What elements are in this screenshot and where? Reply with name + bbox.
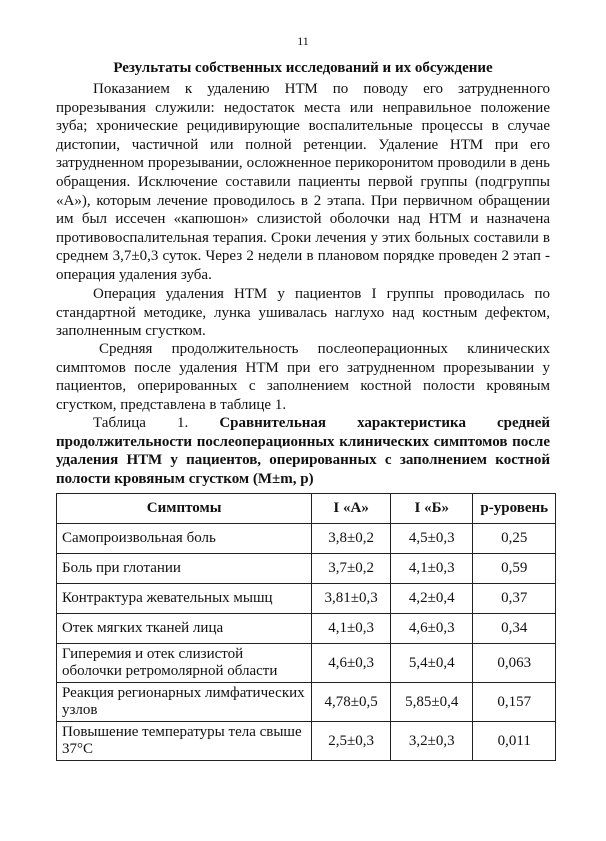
symptom-cell: Контрактура жевательных мышц <box>57 584 312 614</box>
symptom-cell: Самопроизвольная боль <box>57 524 312 554</box>
p-level-cell: 0,011 <box>473 722 556 761</box>
section-heading: Результаты собственных исследований и их обсуждение <box>113 60 493 76</box>
header-p-level: р-уровень <box>473 494 556 524</box>
page-number: 11 <box>297 34 309 48</box>
group-b-cell: 4,5±0,3 <box>391 524 473 554</box>
group-b-cell: 3,2±0,3 <box>391 722 473 761</box>
group-a-cell: 4,1±0,3 <box>312 614 391 644</box>
p-level-cell: 0,59 <box>473 554 556 584</box>
table-row <box>57 644 556 683</box>
p-level-cell: 0,25 <box>473 524 556 554</box>
table-caption-title: Сравнительная характеристика средней продолжительности послеоперационных клинических симптомов после удаления НТМ у пациентов, оперированных с заполнением костной полости кровяным сгустком (M±m, p) <box>56 415 551 487</box>
header-symptoms: Симптомы <box>57 494 312 524</box>
table-header-row <box>57 494 556 524</box>
group-b-cell: 4,1±0,3 <box>391 554 473 584</box>
p-level-cell: 0,37 <box>473 584 556 614</box>
table-row <box>57 554 556 584</box>
group-b-cell: 4,6±0,3 <box>391 614 473 644</box>
symptom-cell: Повышение температуры тела свыше 37°С <box>57 722 312 761</box>
p-level-cell: 0,157 <box>473 683 556 722</box>
symptom-cell: Отек мягких тканей лица <box>57 614 312 644</box>
group-b-cell: 5,4±0,4 <box>391 644 473 683</box>
paragraph-operation: Операция удаления НТМ у пациентов I группы проводилась по стандартной методике, лунка ушивалась наглухо над костным дефектом, заполненным сгустком. <box>56 286 550 340</box>
table-row <box>57 524 556 554</box>
table-caption <box>56 414 550 488</box>
group-b-cell: 5,85±0,4 <box>391 683 473 722</box>
group-a-cell: 3,8±0,2 <box>312 524 391 554</box>
header-group-a: I «А» <box>312 494 391 524</box>
table-caption-label: Таблица 1. <box>93 415 189 431</box>
group-a-cell: 4,78±0,5 <box>312 683 391 722</box>
group-a-cell: 3,81±0,3 <box>312 584 391 614</box>
header-group-b: I «Б» <box>391 494 473 524</box>
p-level-cell: 0,063 <box>473 644 556 683</box>
table-row <box>57 614 556 644</box>
table-row <box>57 584 556 614</box>
paragraph-indications: Показанием к удалению НТМ по поводу его затрудненного прорезывания служили: недостаток места или неправильное положение зуба; хронические рецидивирующие воспалительные процессы в случае дистопии, частичной или полной ретенции. Удаление НТМ при его затрудненном прорезывании, осложненное перикоронитом проводили в день обращения. Исключение составили пациенты первой группы (подгруппы «А»), которым лечение проводилось в 2 этапа. При первичном обращении им был иссечен «капюшон» слизистой оболочки над НТМ и назначена противовоспалительная терапия. Сроки лечения у этих больных составили в среднем 3,7±0,3 суток. Через 2 недели в плановом порядке проведен 2 этап - операция удаления зуба. <box>56 81 550 283</box>
symptom-cell: Гиперемия и отек слизистой оболочки ретромолярной области <box>57 644 312 683</box>
table-row <box>57 683 556 722</box>
group-b-cell: 4,2±0,4 <box>391 584 473 614</box>
symptom-cell: Боль при глотании <box>57 554 312 584</box>
group-a-cell: 2,5±0,3 <box>312 722 391 761</box>
paragraph-duration: Средняя продолжительность послеоперационных клинических симптомов после удаления НТМ при его затрудненном прорезывании у пациентов, оперированных с заполнением костной полости кровяным сгустком, представлена в таблице 1. <box>56 341 550 413</box>
group-a-cell: 4,6±0,3 <box>312 644 391 683</box>
table-row <box>57 722 556 761</box>
symptoms-table <box>56 493 556 761</box>
p-level-cell: 0,34 <box>473 614 556 644</box>
symptom-cell: Реакция регионарных лимфатических узлов <box>57 683 312 722</box>
group-a-cell: 3,7±0,2 <box>312 554 391 584</box>
